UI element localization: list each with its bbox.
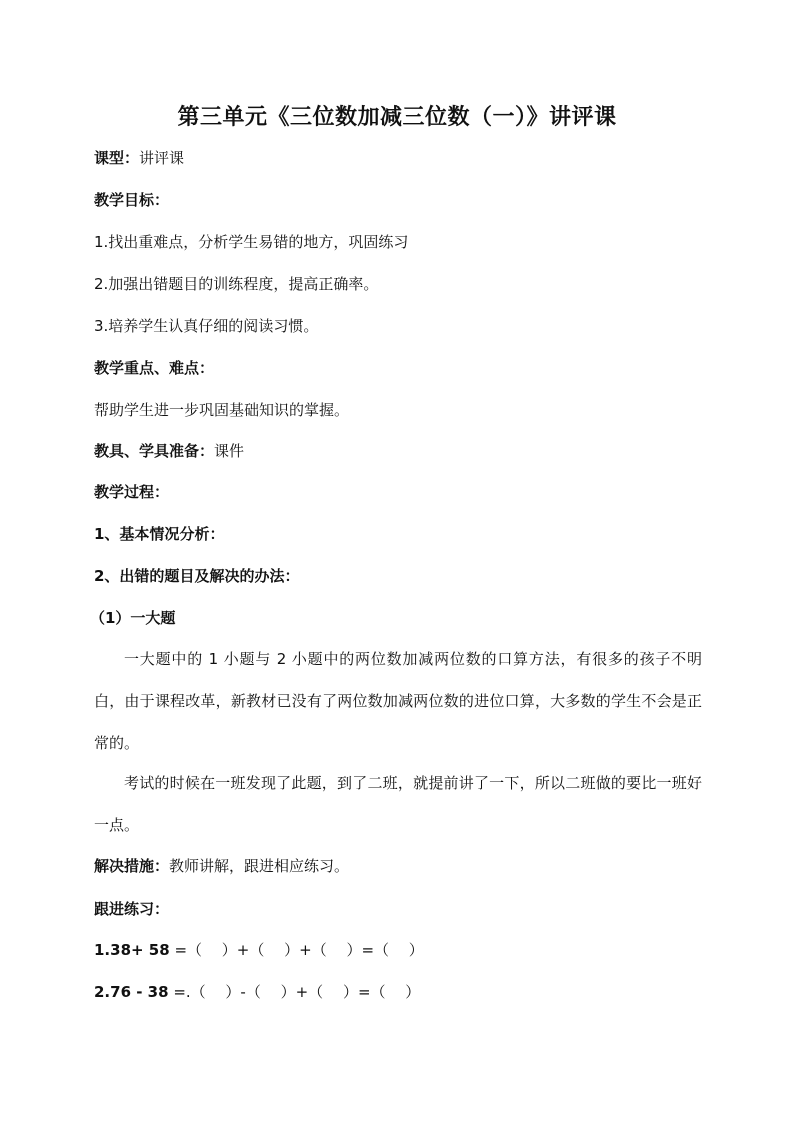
materials-value: 课件 [214, 442, 245, 460]
materials-label: 教具、学具准备： [94, 442, 215, 460]
process-sub-1: （1）一大题 [90, 609, 176, 627]
process-step-2: 2、出错的题目及解决的办法： [94, 567, 300, 585]
objective-item-1: 1.找出重难点，分析学生易错的地方，巩固练习 [94, 233, 409, 251]
exercise-2-blanks: =.（ ）-（ ）+（ ）=（ ） [168, 983, 421, 1001]
process-step-1: 1、基本情况分析： [94, 525, 225, 543]
lesson-type-label: 课型： [94, 149, 140, 167]
objectives-heading: 教学目标： [94, 191, 170, 209]
objective-item-2: 2.加强出错题目的训练程度，提高正确率。 [94, 275, 379, 293]
solution-line [94, 856, 349, 876]
document-title: 第三单元《三位数加减三位数（一）》讲评课 [177, 105, 617, 130]
process-heading: 教学过程： [94, 483, 170, 501]
lesson-type-value: 讲评课 [139, 149, 185, 167]
solution-label: 解决措施： [94, 857, 170, 875]
practice-heading: 跟进练习： [94, 900, 170, 918]
paragraph-1: 一大题中的 1 小题与 2 小题中的两位数加减两位数的口算方法，有很多的孩子不明白，由于课程改革，新教材已没有了两位数加减两位数的进位口算，大多数的学生不会是正常的。 [94, 650, 702, 752]
key-points-heading: 教学重点、难点： [94, 359, 215, 377]
materials-line [94, 441, 244, 461]
objective-item-3: 3.培养学生认真仔细的阅读习惯。 [94, 317, 319, 335]
solution-value: 教师讲解，跟进相应练习。 [169, 857, 350, 875]
exercise-1-question: 1.38+ 58 [94, 941, 170, 959]
key-points-text: 帮助学生进一步巩固基础知识的掌握。 [94, 401, 350, 419]
practice-exercise-1 [94, 940, 424, 960]
exercise-2-question: 2.76 - 38 [94, 983, 169, 1001]
practice-exercise-2 [94, 982, 420, 1002]
exercise-1-blanks: =（ ）+（ ）+（ ）=（ ） [169, 941, 424, 959]
lesson-type-line [94, 148, 184, 168]
paragraph-2: 考试的时候在一班发现了此题，到了二班，就提前讲了一下，所以二班做的要比一班好一点。 [94, 774, 702, 834]
